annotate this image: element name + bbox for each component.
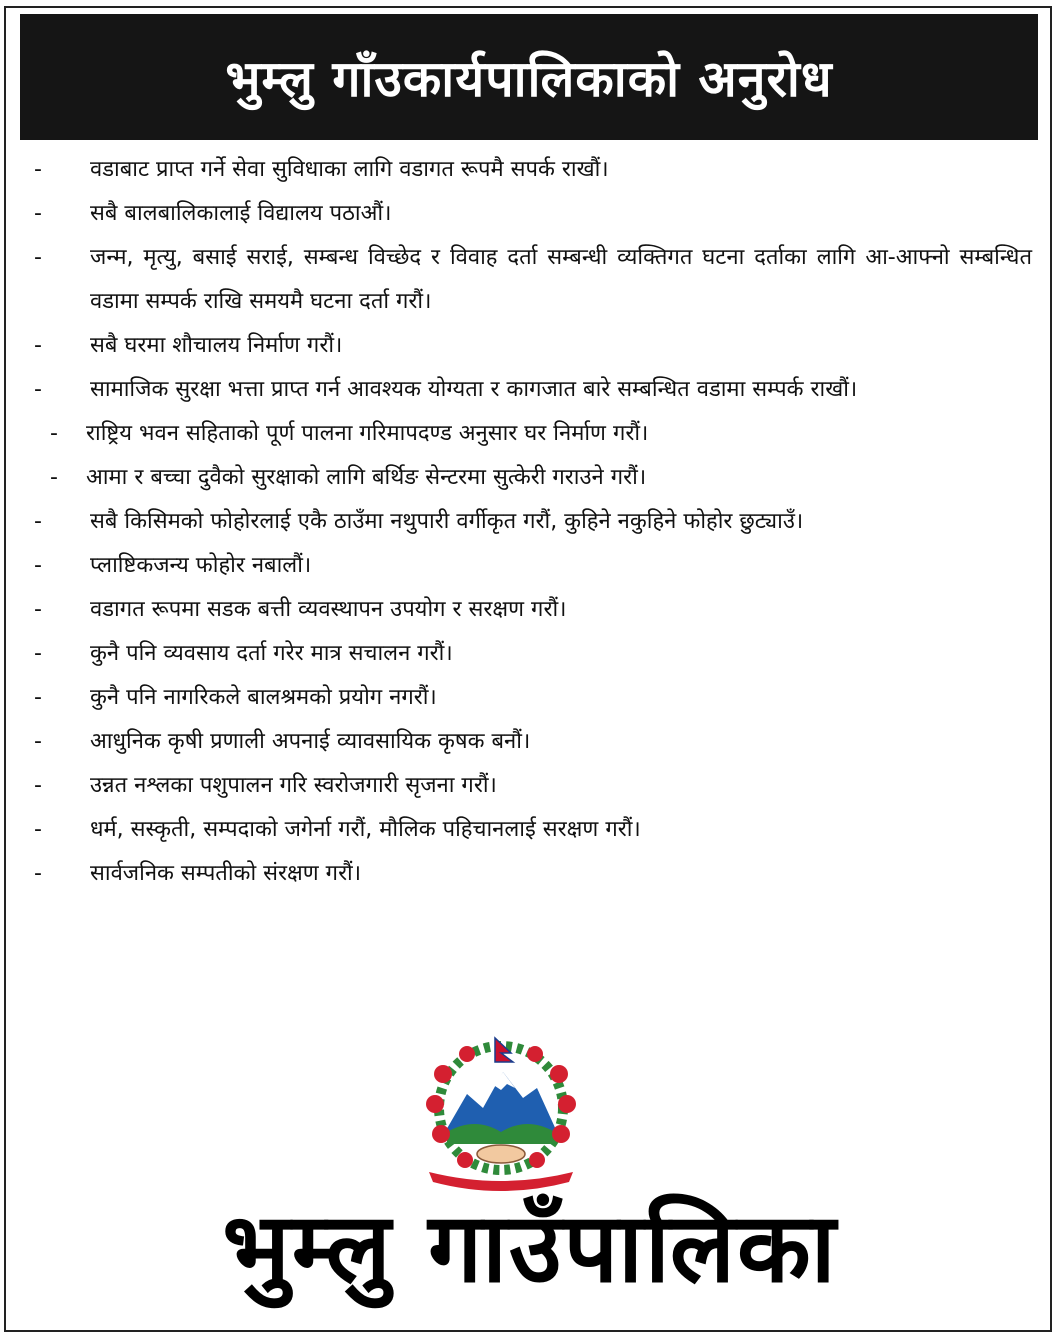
list-item [0,588,1060,632]
list-item [0,456,1060,500]
list-item-text: राष्ट्रिय भवन सहिताको पूर्ण पालना गरिमापदण्ड अनुसार घर निर्माण गरौं। [86,421,649,446]
list-item [0,632,1060,676]
list-dash: - [34,641,42,666]
list-item-text: वडागत रूपमा सडक बत्ती व्यवस्थापन उपयोग र सरक्षण गरौं। [90,597,567,622]
list-item-text: सबै बालबालिकालाई विद्यालय पठाऔं। [90,201,392,226]
list-item [0,324,1060,368]
list-dash: - [34,685,42,710]
list-item-text: धर्म, सस्कृती, सम्पदाको जगेर्ना गरौं, मौलिक पहिचानलाई सरक्षण गरौं। [90,817,641,842]
list-dash: - [34,201,42,226]
list-item [0,764,1060,808]
list-item-text: जन्म, मृत्यु, बसाई सराई, सम्बन्ध विच्छेद र विवाह दर्ता सम्बन्धी व्यक्तिगत घटना दर्ताका लागि आ-आफ्नो सम्बन्धित वडामा सम्पर्क राखि समयमै घटना दर्ता गरौं। [90,245,1032,314]
list-item-text: उन्नत नश्लका पशुपालन गरि स्वरोजगारी सृजना गरौं। [90,773,497,798]
list-dash: - [34,729,42,754]
list-dash: - [34,157,42,182]
list-dash: - [34,333,42,358]
list-item-text: सार्वजनिक सम्पतीको संरक्षण गरौं। [90,861,362,886]
list-item [0,192,1060,236]
list-dash: - [34,773,42,798]
nepal-emblem-icon [395,1032,607,1192]
list-item [0,720,1060,764]
list-dash: - [50,421,58,446]
list-dash: - [34,597,42,622]
list-item-text: प्लाष्टिकजन्य फोहोर नबालौं। [90,553,312,578]
page-title: भुम्लु गाँउकार्यपालिकाको अनुरोध [225,50,833,108]
list-item-text: कुनै पनि व्यवसाय दर्ता गरेर मात्र सचालन गरौं। [90,641,453,666]
list-item [0,148,1060,192]
list-item [0,676,1060,720]
list-dash: - [34,861,42,886]
list-item [0,852,1060,896]
list-item [0,368,1060,412]
footer-title: भुम्लु गाउँपालिका [222,1192,838,1304]
list-dash: - [50,465,58,490]
list-dash: - [34,509,42,534]
list-item-text: कुनै पनि नागरिकले बालश्रमको प्रयोग नगरौं। [90,685,437,710]
list-dash: - [34,245,42,270]
list-item [0,412,1060,456]
request-list [0,148,1060,896]
list-item [0,808,1060,852]
list-dash: - [34,817,42,842]
list-item-text: आधुनिक कृषी प्रणाली अपनाई व्यावसायिक कृषक बनौं। [90,729,531,754]
list-dash: - [34,553,42,578]
list-item-text: आमा र बच्चा दुवैको सुरक्षाको लागि बर्थिङ सेन्टरमा सुत्केरी गराउने गरौं। [86,465,647,490]
handshake-shape [477,1145,525,1163]
header-banner [20,14,1038,140]
list-item-text: वडाबाट प्राप्त गर्ने सेवा सुविधाका लागि वडागत रूपमै सपर्क राखौं। [90,157,609,182]
list-item [0,500,1060,544]
list-dash: - [34,377,42,402]
list-item-text: सबै किसिमको फोहोरलाई एकै ठाउँमा नथुपारी वर्गीकृत गरौं, कुहिने नकुहिने फोहोर छुट्याउँ। [90,509,804,534]
list-item-text: सामाजिक सुरक्षा भत्ता प्राप्त गर्न आवश्यक योग्यता र कागजात बारे सम्बन्धित वडामा सम्पर्क राखौं। [90,377,858,402]
list-item [0,236,1060,324]
list-item-text: सबै घरमा शौचालय निर्माण गरौं। [90,333,343,358]
list-item [0,544,1060,588]
